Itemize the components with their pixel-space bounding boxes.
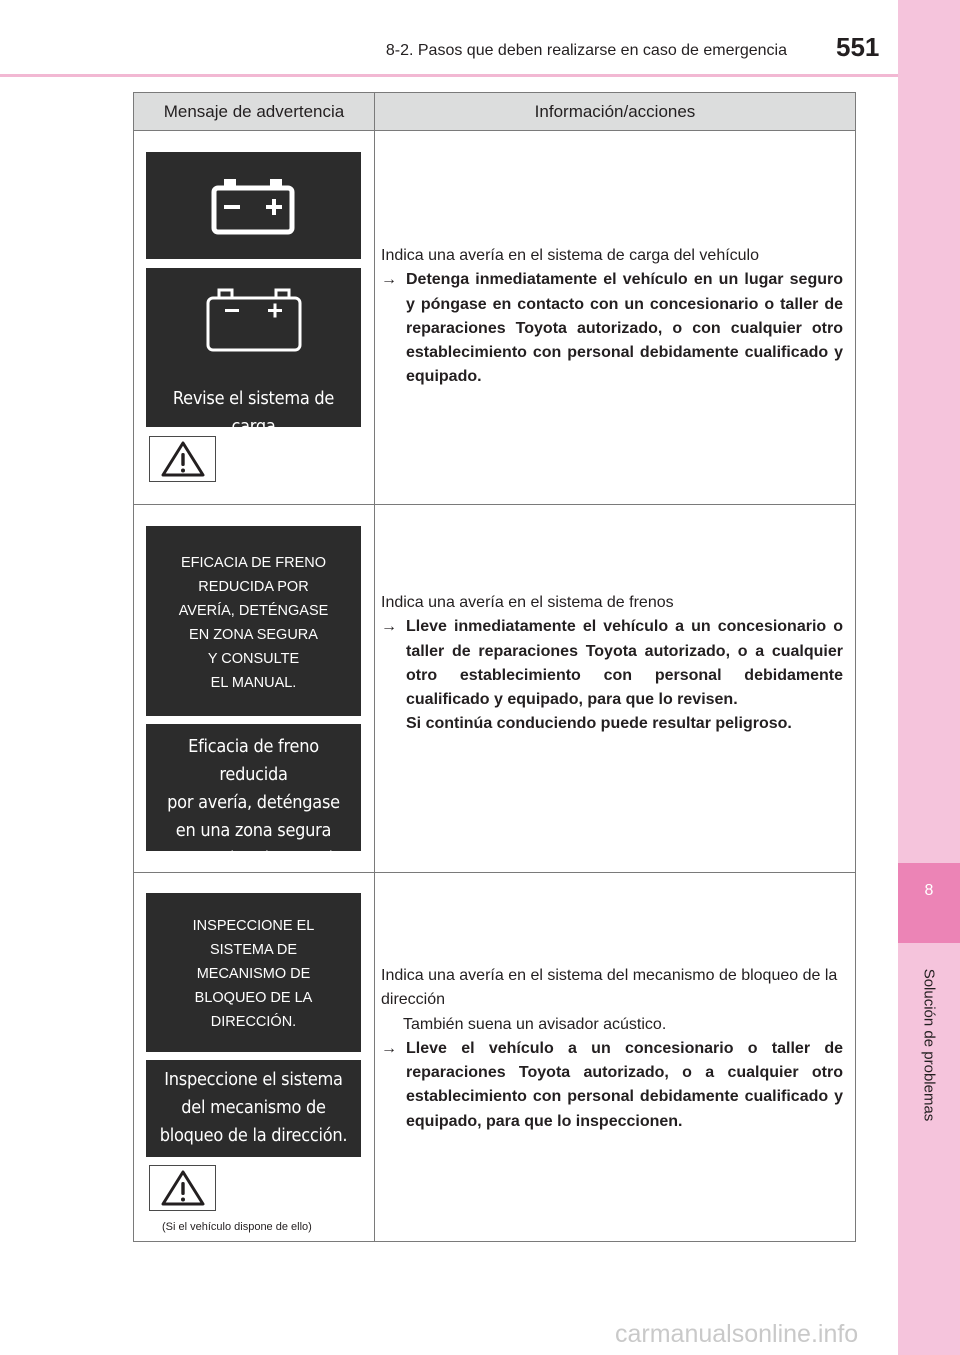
- table-header: [134, 93, 855, 131]
- row-info-steering-lock: [381, 964, 843, 1134]
- section-title: 8-2. Pasos que deben realizarse en caso de emergencia: [385, 42, 787, 59]
- arrow-icon: →: [381, 271, 397, 289]
- action-text: [381, 1037, 843, 1134]
- info-extra: También suena un avisador acústico.: [403, 1015, 667, 1033]
- page-number: 551: [836, 32, 880, 62]
- chapter-title: Solución de problemas: [920, 968, 938, 1122]
- battery-icon: [146, 152, 361, 259]
- action-label: Lleve inmediatamente el vehículo a un concesionario o taller de reparaciones Toyota autorizado, o a cualquier otro establecimiento con personal debidamente cualificado y equipado, para que lo revisen.: [406, 618, 843, 709]
- warning-triangle-icon: [160, 440, 206, 478]
- action-label: Detenga inmediatamente el vehículo en un lugar seguro y póngase en contacto con un concesionario o taller de reparaciones Toyota autorizado, o con cualquier otro establecimiento con personal debidamente cualificado y equipado.: [406, 271, 843, 386]
- row-info-charging: [381, 244, 843, 390]
- steering-lock-caps-image: [146, 893, 361, 1052]
- watermark: carmanualsonline.info: [615, 1320, 859, 1348]
- warning-triangle-icon: [160, 1169, 206, 1207]
- brake-message-image: [146, 724, 361, 869]
- info-intro: Indica una avería en el sistema de frenos: [381, 594, 674, 611]
- info-intro: Indica una avería en el sistema de carga del vehículo: [381, 247, 760, 264]
- chapter-side-tab: [898, 0, 960, 1355]
- steering-lock-message-image: [146, 1060, 361, 1157]
- chapter-number: 8: [924, 882, 934, 899]
- action-label: Lleve el vehículo a un concesionario o taller de reparaciones Toyota autorizado, o a cualquier otro establecimiento con personal debidamente cualificado y equipado, para que lo inspeccionen.: [406, 1039, 843, 1130]
- steering-lock-message-caps: INSPECCIONE EL SISTEMA DE MECANISMO DE BLOQUEO DE LA DIRECCIÓN.: [192, 918, 315, 1030]
- footnote: (Si el vehículo dispone de ello): [162, 1221, 312, 1233]
- battery-outline-icon: [146, 268, 361, 368]
- column-header-info: Información/acciones: [534, 102, 696, 121]
- column-divider: [374, 93, 375, 1241]
- battery-warning-image: [146, 152, 361, 259]
- column-header-message: Mensaje de advertencia: [163, 102, 345, 121]
- arrow-icon: →: [381, 618, 397, 636]
- row-divider: [134, 504, 855, 505]
- chapter-tab-active[interactable]: [898, 863, 960, 943]
- brake-message-text: Eficacia de freno reducida por avería, deténgase en una zona segura y consulte el manual.: [167, 736, 340, 869]
- arrow-icon: →: [381, 1039, 397, 1057]
- battery-message-image: [146, 268, 361, 437]
- steering-lock-message-text: Inspeccione el sistema del mecanismo de bloqueo de la dirección.: [159, 1069, 348, 1146]
- row-info-brakes: [381, 591, 843, 737]
- action-text: [381, 268, 843, 389]
- battery-message-text: Revise el sistema de carga: [172, 388, 335, 437]
- warning-icon-box: [149, 1165, 216, 1211]
- warning-message-table: [133, 92, 856, 1242]
- info-intro: Indica una avería en el sistema del mecanismo de bloqueo de la dirección: [381, 967, 838, 1009]
- note-text: Si continúa conduciendo puede resultar peligroso.: [406, 715, 792, 733]
- brake-message-caps: EFICACIA DE FRENO REDUCIDA POR AVERÍA, DETÉNGASE EN ZONA SEGURA Y CONSULTE EL MANUAL.: [178, 555, 329, 691]
- action-text: [381, 615, 843, 712]
- warning-icon-box: [149, 436, 216, 482]
- brake-message-caps-image: [146, 526, 361, 716]
- header-divider: [0, 74, 898, 77]
